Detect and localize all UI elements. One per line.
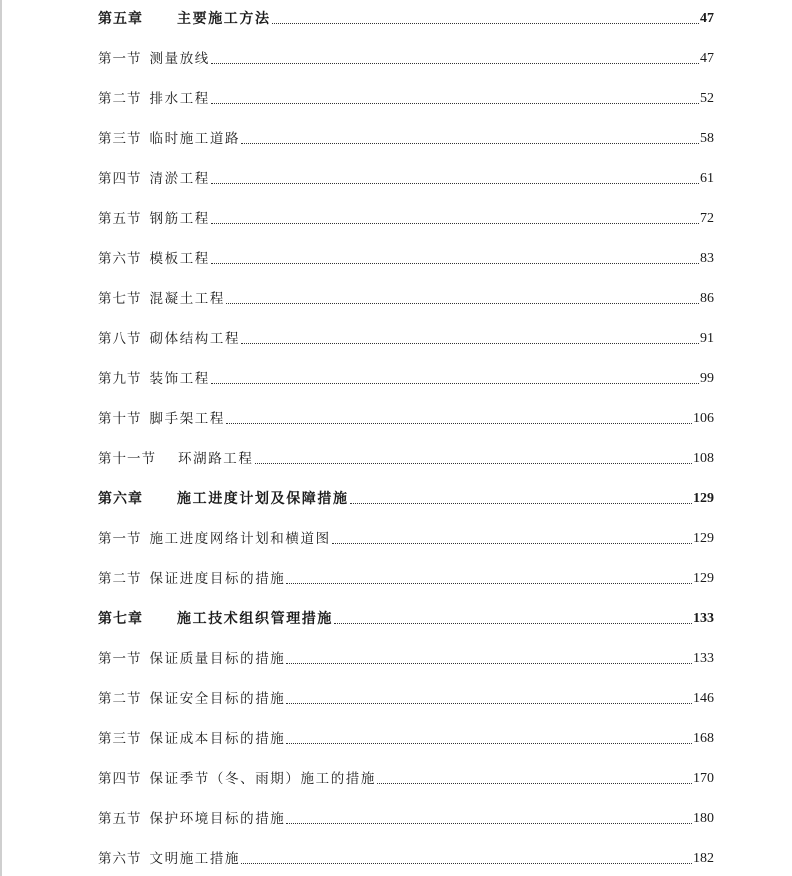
toc-title: 环湖路工程: [178, 451, 254, 467]
toc-title: 主要施工方法: [177, 11, 271, 27]
toc-entry[interactable]: [98, 684, 714, 708]
dot-leader: [286, 823, 692, 824]
toc-number: 第一节: [98, 651, 142, 667]
dot-leader: [241, 863, 692, 864]
toc-number: 第七章: [98, 611, 143, 627]
toc-title: 施工技术组织管理措施: [177, 611, 333, 627]
toc-entry[interactable]: [98, 164, 714, 188]
toc-number: 第八节: [98, 331, 142, 347]
dot-leader: [211, 63, 699, 64]
toc-number: 第十一节: [98, 451, 156, 467]
dot-leader: [241, 143, 699, 144]
toc-number: 第二节: [98, 571, 142, 587]
toc-page-number: 182: [693, 851, 714, 866]
dot-leader: [211, 263, 699, 264]
toc-number: 第五节: [98, 211, 142, 227]
toc-number: 第一节: [98, 531, 142, 547]
toc-entry[interactable]: [98, 444, 714, 468]
toc-number: 第三节: [98, 131, 142, 147]
toc-title: 清淤工程: [149, 171, 210, 187]
toc-title: 临时施工道路: [149, 131, 241, 147]
toc-number: 第一节: [98, 51, 142, 67]
toc-number: 第六节: [98, 851, 142, 867]
toc-title: 施工进度计划及保障措施: [177, 491, 349, 507]
toc-number: 第三节: [98, 731, 142, 747]
toc-title: 砌体结构工程: [149, 331, 241, 347]
toc-title: 测量放线: [149, 51, 210, 67]
toc-title: 保证成本目标的措施: [149, 731, 286, 747]
toc-entry[interactable]: [98, 564, 714, 588]
toc-entry[interactable]: [98, 84, 714, 108]
page-edge: [0, 0, 2, 876]
toc-number: 第六节: [98, 251, 142, 267]
toc-number: 第二节: [98, 691, 142, 707]
toc-number: 第十节: [98, 411, 142, 427]
toc-page-number: 47: [700, 11, 714, 26]
toc-entry[interactable]: [98, 724, 714, 748]
toc-title: 模板工程: [149, 251, 210, 267]
toc-number: 第六章: [98, 491, 143, 507]
toc-number: 第七节: [98, 291, 142, 307]
dot-leader: [272, 23, 699, 24]
dot-leader: [350, 503, 692, 504]
dot-leader: [211, 183, 699, 184]
toc-page-number: 146: [693, 691, 714, 706]
toc-entry[interactable]: [98, 204, 714, 228]
dot-leader: [334, 623, 692, 624]
dot-leader: [211, 103, 699, 104]
toc-page-number: 86: [700, 291, 714, 306]
toc-page-number: 106: [693, 411, 714, 426]
toc-entry[interactable]: [98, 244, 714, 268]
toc-page-number: 129: [693, 491, 714, 506]
toc-entry[interactable]: [98, 44, 714, 68]
toc-page-number: 170: [693, 771, 714, 786]
toc-title: 脚手架工程: [149, 411, 225, 427]
toc-entry[interactable]: [98, 644, 714, 668]
dot-leader: [286, 703, 692, 704]
dot-leader: [332, 543, 692, 544]
toc-entry[interactable]: [98, 764, 714, 788]
toc-number: 第九节: [98, 371, 142, 387]
toc-page-number: 47: [700, 51, 714, 66]
toc-page-number: 61: [700, 171, 714, 186]
toc-title: 保证质量目标的措施: [149, 651, 286, 667]
toc-title: 文明施工措施: [149, 851, 241, 867]
toc-entry[interactable]: [98, 404, 714, 428]
toc-entry[interactable]: [98, 484, 714, 508]
dot-leader: [241, 343, 699, 344]
toc-title: 保证进度目标的措施: [149, 571, 286, 587]
toc-title: 混凝土工程: [149, 291, 225, 307]
dot-leader: [211, 223, 699, 224]
toc-page-number: 99: [700, 371, 714, 386]
dot-leader: [255, 463, 693, 464]
toc-number: 第五章: [98, 11, 143, 27]
toc-entry[interactable]: [98, 604, 714, 628]
toc-page-number: 133: [693, 651, 714, 666]
toc-page-number: 83: [700, 251, 714, 266]
dot-leader: [226, 303, 699, 304]
toc-number: 第四节: [98, 171, 142, 187]
toc-entry[interactable]: [98, 124, 714, 148]
toc-title: 保证季节（冬、雨期）施工的措施: [149, 771, 376, 787]
toc-page-number: 168: [693, 731, 714, 746]
dot-leader: [286, 663, 692, 664]
toc-page-number: 91: [700, 331, 714, 346]
toc-page-number: 133: [693, 611, 714, 626]
dot-leader: [211, 383, 699, 384]
toc-entry[interactable]: [98, 284, 714, 308]
toc-title: 保护环境目标的措施: [149, 811, 286, 827]
toc-entry[interactable]: [98, 844, 714, 868]
toc-page-number: 58: [700, 131, 714, 146]
toc-number: 第四节: [98, 771, 142, 787]
toc-entry[interactable]: [98, 364, 714, 388]
toc-title: 保证安全目标的措施: [149, 691, 286, 707]
dot-leader: [286, 743, 692, 744]
toc-entry[interactable]: [98, 324, 714, 348]
toc-page-number: 180: [693, 811, 714, 826]
dot-leader: [226, 423, 692, 424]
toc-page-number: 52: [700, 91, 714, 106]
dot-leader: [377, 783, 692, 784]
dot-leader: [286, 583, 692, 584]
toc-title: 排水工程: [149, 91, 210, 107]
toc-entry[interactable]: [98, 524, 714, 548]
toc-page-number: 108: [693, 451, 714, 466]
toc-page-number: 129: [693, 571, 714, 586]
toc-entry[interactable]: [98, 4, 714, 28]
toc-number: 第五节: [98, 811, 142, 827]
toc-entry[interactable]: [98, 804, 714, 828]
toc-page-number: 129: [693, 531, 714, 546]
toc-page-number: 72: [700, 211, 714, 226]
toc-number: 第二节: [98, 91, 142, 107]
toc-title: 施工进度网络计划和横道图: [149, 531, 331, 547]
toc-title: 钢筋工程: [149, 211, 210, 227]
toc-title: 装饰工程: [149, 371, 210, 387]
